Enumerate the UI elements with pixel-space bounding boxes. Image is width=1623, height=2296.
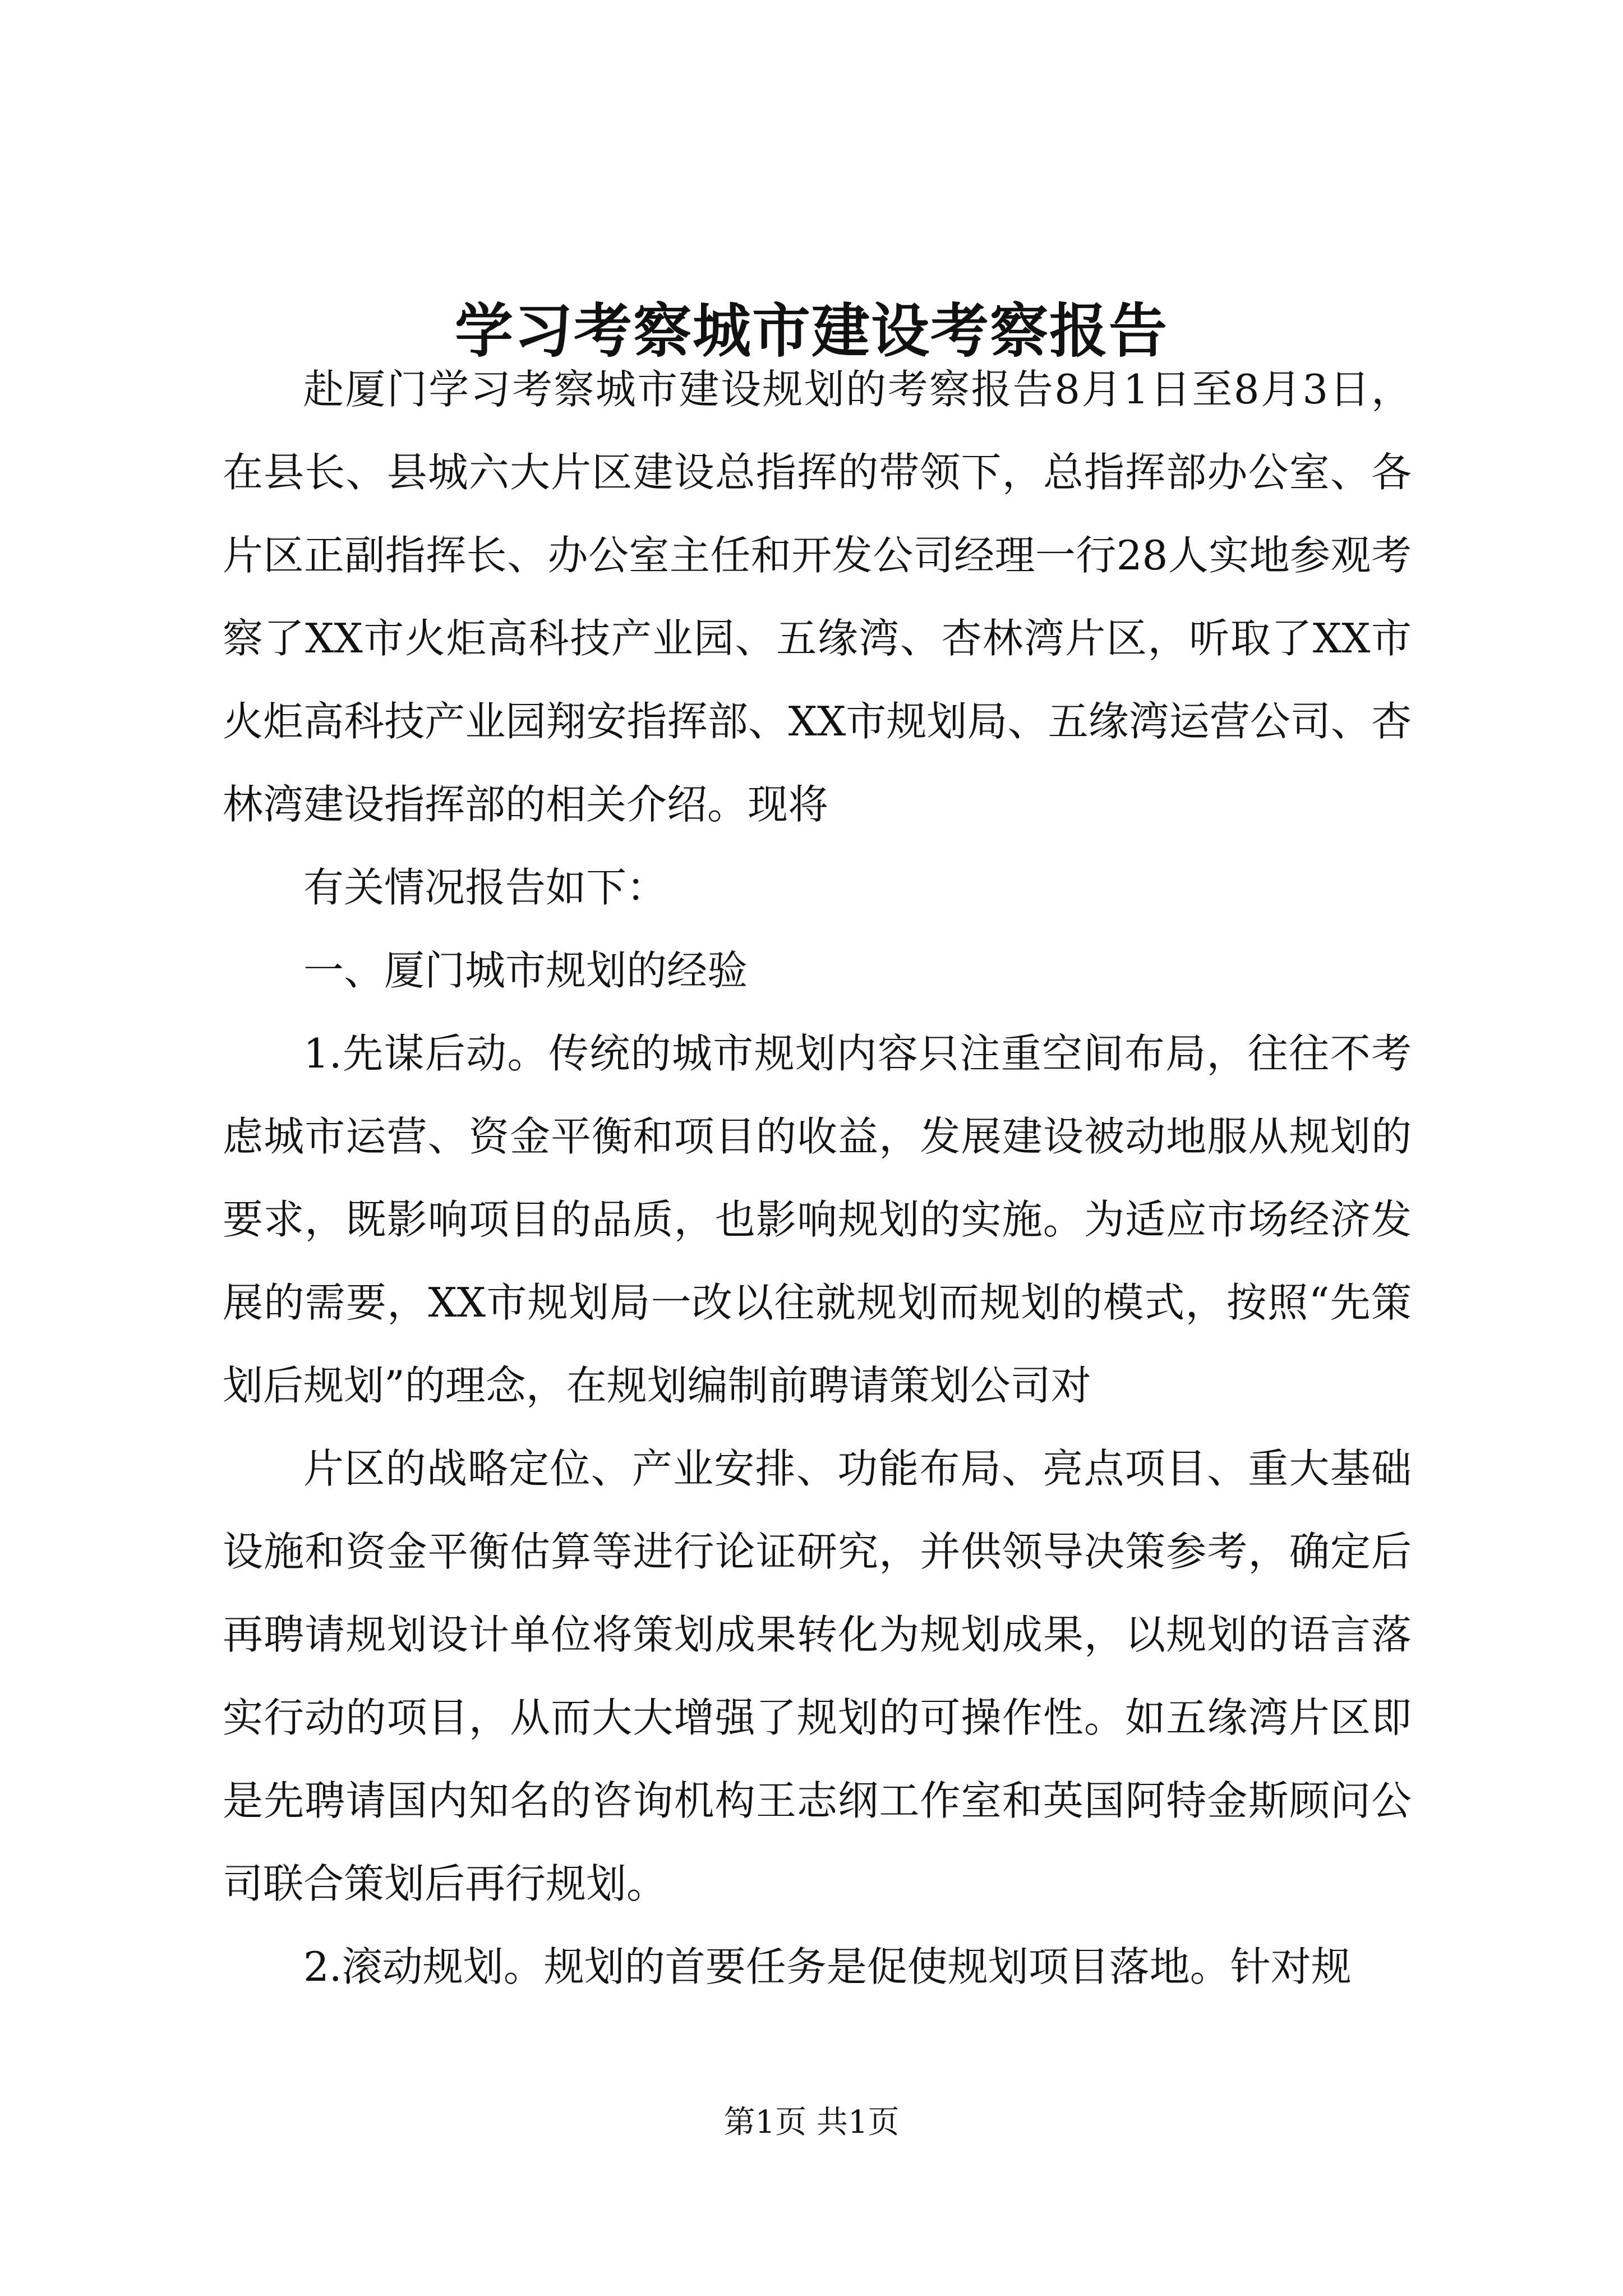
page-footer: 第1页 共1页 <box>723 2104 900 2141</box>
document-title: 学习考察城市建设考察报告 <box>454 296 1168 365</box>
document-body <box>223 348 1412 2008</box>
paragraph-report-lead: 有关情况报告如下： <box>303 864 667 911</box>
paragraph-intro: 赴厦门学习考察城市建设规划的考察报告8月1日至8月3日，在县长、县城六大片区建设总指挥的带领下，总指挥部办公室、各片区正副指挥长、办公室主任和开发公司经理一行28人实地参观考察了XX市火炬高科技产业园、五缘湾、杏林湾片区，听取了XX市火炬高科技产业园翔安指挥部、XX市规划局、五缘湾运营公司、杏林湾建设指挥部的相关介绍。现将 <box>223 366 1412 828</box>
paragraph-item-1: 1.先谋后动。传统的城市规划内容只注重空间布局，往往不考虑城市运营、资金平衡和项目的收益，发展建设被动地服从规划的要求，既影响项目的品质，也影响规划的实施。为适应市场经济发展的需要，XX市规划局一改以往就规划而规划的模式，按照“先策划后规划”的理念，在规划编制前聘请策划公司对 <box>223 1030 1412 1409</box>
section-heading-1: 一、厦门城市规划的经验 <box>303 947 748 994</box>
paragraph-item-2: 2.滚动规划。规划的首要任务是促使规划项目落地。针对规 <box>303 1943 1352 1990</box>
paragraph-item-1-continued: 片区的战略定位、产业安排、功能布局、亮点项目、重大基础设施和资金平衡估算等进行论证研究，并供领导决策参考，确定后再聘请规划设计单位将策划成果转化为规划成果，以规划的语言落实行动的项目，从而大大增强了规划的可操作性。如五缘湾片区即是先聘请国内知名的咨询机构王志纲工作室和英国阿特金斯顾问公司联合策划后再行规划。 <box>223 1445 1412 1907</box>
